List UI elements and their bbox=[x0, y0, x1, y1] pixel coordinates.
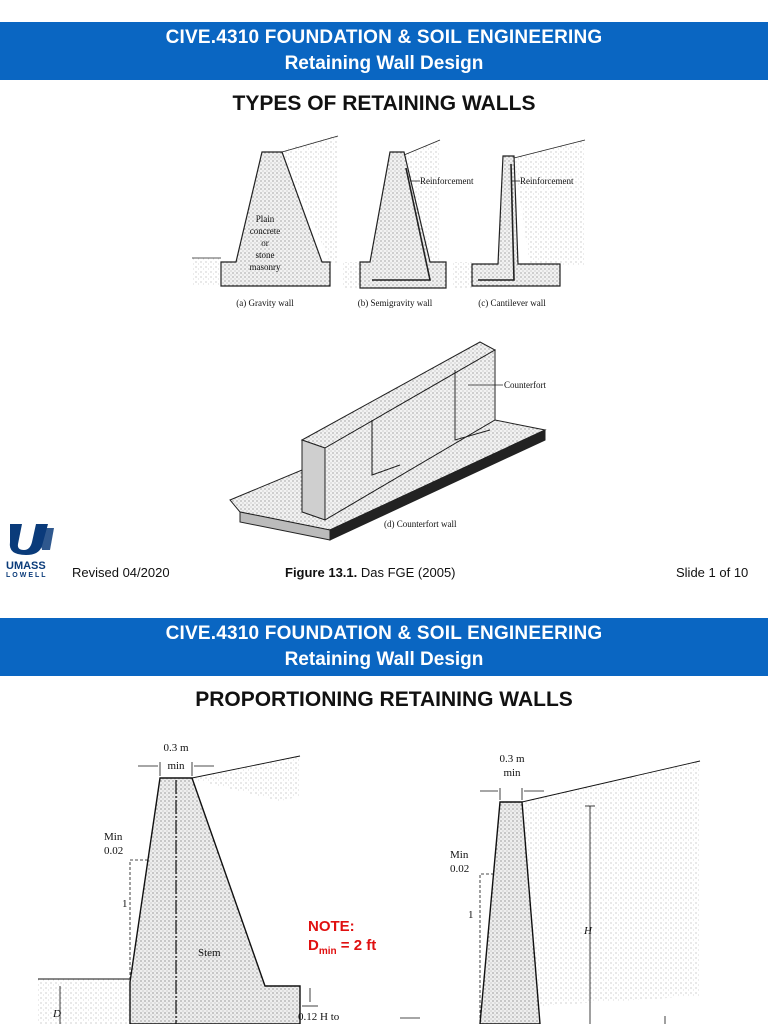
slope-right-label-2: 0.02 bbox=[450, 863, 470, 875]
top-width-left-label: 0.3 m bbox=[163, 742, 189, 754]
slide-subtitle: Retaining Wall Design bbox=[284, 53, 484, 74]
slide-2 bbox=[0, 596, 768, 1024]
slide-heading: TYPES OF RETAINING WALLS bbox=[232, 92, 536, 115]
slide-heading: PROPORTIONING RETAINING WALLS bbox=[195, 688, 573, 711]
note-formula bbox=[308, 936, 376, 961]
figure-caption-source: Das FGE (2005) bbox=[357, 565, 456, 580]
logo-text-umass: UMASS bbox=[6, 560, 46, 572]
note-value: = 2 ft bbox=[336, 937, 377, 954]
figure-caption-bold: Figure 13.1. bbox=[285, 565, 358, 580]
left-wall-proportion-diagram bbox=[38, 742, 340, 1024]
course-title: CIVE.4310 FOUNDATION & SOIL ENGINEERING bbox=[165, 27, 603, 48]
reinforcement-label-cantilever: Reinforcement bbox=[520, 176, 574, 186]
caption-cantilever-wall: (c) Cantilever wall bbox=[478, 298, 546, 308]
counterfort-label: Counterfort bbox=[504, 380, 546, 390]
top-width-right-label: 0.3 m bbox=[499, 753, 525, 765]
slope-left-label-1: Min bbox=[104, 831, 123, 843]
right-wall-proportion-diagram bbox=[400, 753, 700, 1024]
slope-right-label-1: Min bbox=[450, 849, 469, 861]
caption-gravity-wall: (a) Gravity wall bbox=[236, 298, 294, 308]
revised-date: Revised 04/2020 bbox=[72, 565, 170, 580]
cantilever-wall-diagram bbox=[452, 140, 585, 308]
gravity-material-label-2: concrete bbox=[249, 226, 281, 236]
logo-mark-icon bbox=[6, 520, 58, 556]
base-thickness-label: 0.12 H to bbox=[298, 1011, 340, 1023]
stem-label: Stem bbox=[198, 947, 221, 959]
gravity-material-label-1: Plain bbox=[255, 214, 275, 224]
course-title: CIVE.4310 FOUNDATION & SOIL ENGINEERING bbox=[165, 623, 603, 644]
logo-text-lowell: LOWELL bbox=[6, 572, 48, 579]
note-label: NOTE: bbox=[308, 918, 355, 935]
proportioning-walls-figure bbox=[0, 596, 768, 1024]
gravity-material-label-5: masonry bbox=[249, 262, 281, 272]
note-d: D bbox=[308, 937, 319, 954]
gravity-material-label-4: stone bbox=[255, 250, 275, 260]
min-left-label: min bbox=[167, 760, 185, 772]
one-left-label: 1 bbox=[122, 898, 128, 910]
one-right-label: 1 bbox=[468, 909, 474, 921]
gravity-wall-diagram bbox=[192, 135, 338, 308]
h-label: H bbox=[584, 925, 592, 937]
note-subscript: min bbox=[318, 946, 337, 957]
figure-caption bbox=[285, 565, 456, 580]
slide-subtitle: Retaining Wall Design bbox=[284, 649, 484, 670]
caption-semigravity-wall: (b) Semigravity wall bbox=[357, 298, 433, 308]
gravity-material-label-3: or bbox=[261, 238, 269, 248]
min-right-label: min bbox=[503, 767, 521, 779]
d-label: D bbox=[53, 1008, 61, 1020]
reinforcement-label-semigravity: Reinforcement bbox=[420, 176, 474, 186]
slide-number: Slide 1 of 10 bbox=[676, 565, 749, 580]
counterfort-wall-diagram bbox=[230, 342, 546, 540]
slope-left-label-2: 0.02 bbox=[104, 845, 124, 857]
umass-lowell-logo bbox=[6, 520, 58, 578]
caption-counterfort-wall: (d) Counterfort wall bbox=[384, 519, 457, 529]
dmin-note bbox=[308, 917, 376, 961]
